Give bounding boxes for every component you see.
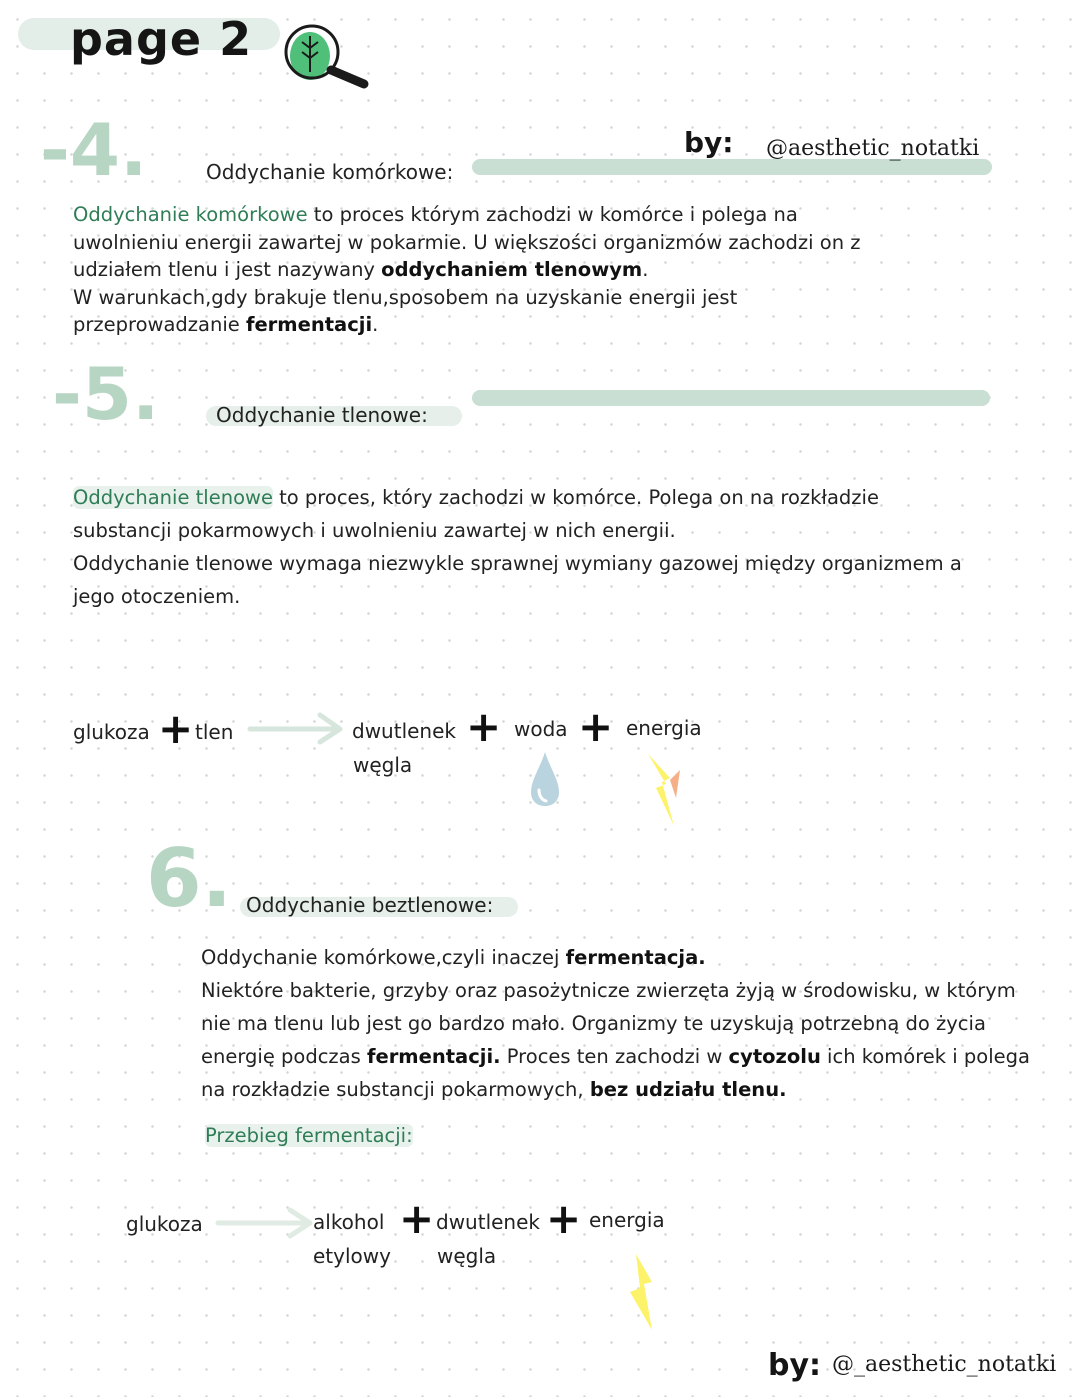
eq2-dwutlenek: dwutlenek [436,1210,540,1234]
eq2-plus-1: + [399,1194,435,1243]
eq1-tlen: tlen [195,720,234,744]
eq2-etylowy: etylowy [313,1244,391,1268]
eq2-wegla: węgla [437,1244,497,1268]
section-6-heading: Oddychanie beztlenowe: [246,893,494,917]
eq2-energia: energia [589,1208,665,1232]
eq2-glukoza: glukoza [126,1212,203,1236]
arrow-right-icon [214,1205,316,1239]
section-5-paragraph: Oddychanie tlenowe to proces, który zachodzi w komórce. Polega on na rozkładzie substancji pokarmowych i uwolnieniu zawartej w nich energii. Oddychanie tlenowe wymaga niezwykle sprawnej wymiany gazowej między organizmem a jego otoczeniem. [73,486,962,608]
magnifier-leaf-icon [278,18,370,90]
section-5-heading: Oddychanie tlenowe: [216,403,428,427]
eq1-plus-2: + [466,702,502,751]
header-handle: @aesthetic_notatki [766,136,980,161]
section-4-heading: Oddychanie komórkowe: [206,160,454,184]
term-oddychanie-tlenowe: Oddychanie tlenowe [73,486,273,509]
footer-by-label: by: [768,1348,822,1383]
term-oddychanie-komorkowe: Oddychanie komórkowe [73,203,308,226]
section-5-number: -5. [52,352,160,436]
page-title: page 2 [70,12,253,66]
eq1-glukoza: glukoza [73,720,150,744]
lightning-icon [622,1250,666,1334]
eq1-plus-1: + [158,704,194,753]
eq1-wegla: węgla [353,753,413,777]
water-drop-icon [528,750,562,808]
eq1-woda: woda [514,717,568,741]
section-4-number: -4. [40,108,148,192]
eq2-alkohol: alkohol [313,1210,385,1234]
eq1-plus-3: + [578,702,614,751]
section-6-paragraph: Oddychanie komórkowe,czyli inaczej fermentacja. Niektóre bakterie, grzyby oraz pasożytnicze zwierzęta żyją w środowisku, w którym nie ma tlenu lub jest go bardzo mało. Organizmy te uzyskują potrzebną do życia energię podczas fermentacji. Proces ten zachodzi w cytozolu ich komórek i polega na rozkładzie substancji pokarmowych, bez udziału tlenu. [201,946,1030,1101]
section-4-paragraph: Oddychanie komórkowe to proces którym zachodzi w komórce i polega na uwolnieniu energii zawartej w pokarmie. U większości organizmów zachodzi on z udziałem tlenu i jest nazywany oddychaniem tlenowym. W warunkach,gdy brakuje tlenu,sposobem na uzyskanie energii jest przeprowadzanie fermentacji. [73,203,861,336]
eq1-dwutlenek: dwutlenek [352,719,456,743]
lightning-icon [640,748,692,830]
header-by-label: by: [684,126,734,159]
arrow-right-icon [246,711,346,745]
eq1-energia: energia [626,716,702,740]
section-4-rule [472,159,992,175]
section-5-rule [472,390,990,406]
eq2-plus-2: + [546,1194,582,1243]
fermentation-subheading: Przebieg fermentacji: [205,1124,413,1147]
footer-handle: @_aesthetic_notatki [832,1352,1057,1377]
section-6-number: 6. [146,832,233,925]
